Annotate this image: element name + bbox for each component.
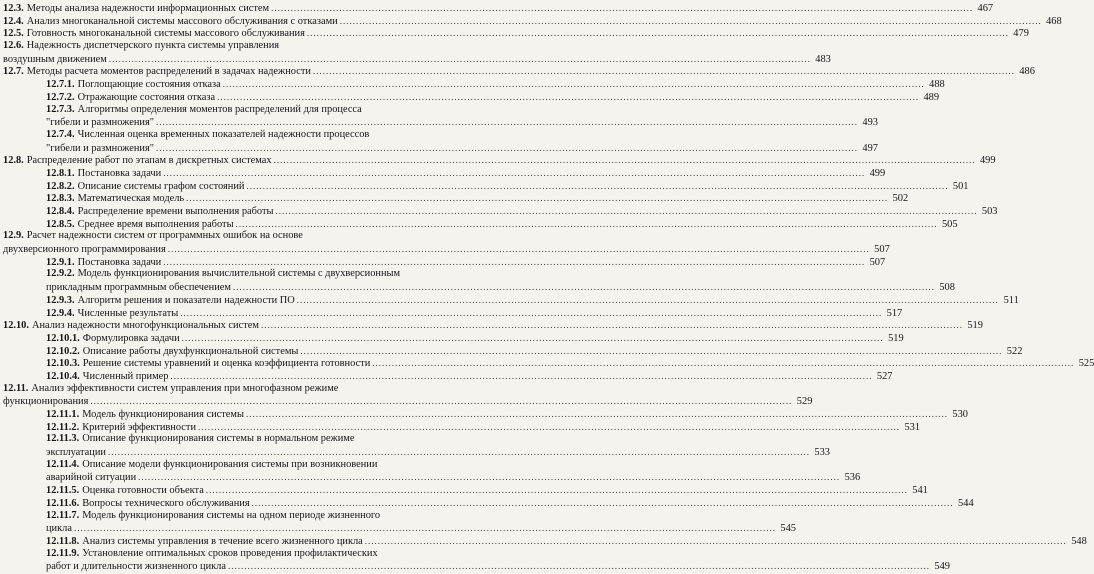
dot-leader [156,142,858,155]
toc-entry-page: 468 [1046,15,1062,27]
toc-entry [3,497,974,510]
toc-entry [3,268,955,294]
dot-leader [252,497,954,510]
toc-entry-line [3,205,998,218]
dot-leader [372,357,1074,370]
toc-entry-title: цикла [46,523,72,535]
toc-entry-title: Решение системы уравнений и оценка коэффициента готовности [82,358,371,370]
toc-entry-line [3,256,886,269]
dot-leader [307,27,1009,40]
dot-leader [340,15,1042,28]
toc-entry-number: 12.7.3. [46,103,75,115]
toc-entry-title: Анализ эффективности систем управления при многофазном режиме [31,382,339,394]
toc-entry-page: 533 [814,447,830,459]
toc-entry-title: Численные результаты [77,307,179,319]
toc-entry [3,547,950,573]
toc-entry-title: работ и длительности жизненного цикла [46,561,226,573]
toc-entry [3,15,1062,28]
toc-entry [3,332,904,345]
dot-leader [365,535,1067,548]
toc-entry-number: 12.11.8. [46,535,80,547]
toc-entry-number: 12.8.4. [46,206,75,217]
toc-entry-number: 12.11.3. [46,433,80,445]
toc-entry-title: Расчет надежности систем от программных ошибок на основе [26,230,303,242]
toc-entry-line [3,40,423,53]
toc-entry-title: Анализ системы управления в течение всего жизненного цикла [82,535,363,547]
dot-leader [182,332,884,345]
toc-entry-page: 511 [1003,294,1019,306]
dot-leader [271,2,973,15]
toc-entry-number: 12.10.4. [46,370,80,382]
toc-entry-page: 541 [912,485,928,497]
toc-entry [3,230,890,256]
toc-entry-continuation [3,142,878,155]
toc-entry-page: 488 [929,79,945,91]
toc-entry [3,180,969,193]
dot-leader [108,446,810,459]
toc-entry [3,433,830,459]
toc-entry-line [3,218,958,231]
toc-entry-title: Распределение работ по этапам в дискретных системах [26,155,272,167]
toc-entry-page: 536 [844,472,861,484]
toc-entry-page: 529 [796,396,813,408]
dot-leader [228,560,930,573]
dot-leader [246,408,948,421]
toc-entry-number: 12.7.2. [46,91,75,103]
toc-entry-line [3,497,974,510]
toc-entry-page: 499 [869,167,886,179]
toc-entry-number: 12.7. [3,66,24,78]
toc-entry-continuation [3,446,830,459]
toc-entry-page: 501 [952,180,969,192]
toc-entry-page: 544 [958,497,974,509]
toc-entry-line [3,27,1029,40]
dot-leader [90,395,792,408]
toc-entry-number: 12.11.7. [46,509,80,521]
toc-entry-line [3,459,423,472]
toc-entry-title: Численная оценка временных показателей надежности процессов [77,128,370,140]
toc-entry-number: 12.9.3. [46,294,75,306]
toc-entry-page: 549 [934,561,950,573]
toc-entry [3,103,878,129]
toc-entry-number: 12.8.2. [46,180,75,192]
toc-entry-title: Численный пример [82,370,169,382]
toc-entry [3,40,831,65]
toc-entry-page: 507 [869,256,886,268]
toc-entry-title: эксплуатации [46,447,106,459]
toc-entry [3,345,1023,358]
toc-entry-line [3,383,423,396]
toc-entry [3,192,909,205]
toc-entry-line [3,180,969,193]
toc-entry-continuation [3,522,796,535]
toc-entry [3,154,996,167]
toc-entry-continuation [3,243,890,256]
dot-leader [236,218,938,231]
toc-entry-title: Поглощающие состояния отказа [77,79,221,91]
toc-entry-title: Постановка задачи [77,256,162,268]
toc-entry-number: 12.6. [3,40,24,52]
toc-entry-continuation [3,471,861,484]
toc-entry-number: 12.10. [3,320,29,332]
toc-entry [3,408,968,421]
toc-entry-line [3,484,928,497]
toc-entry-title: Описание системы графом состояний [77,180,245,192]
toc-entry [3,128,878,154]
toc-entry-line [3,294,1019,307]
toc-entry-continuation [3,281,955,294]
toc-entry-line [3,535,1087,548]
toc-entry-number: 12.8.5. [46,218,75,230]
toc-entry-number: 12.8.3. [46,193,75,205]
toc-entry-page: 531 [904,421,921,433]
toc-entry-number: 12.11.9. [46,547,80,559]
toc-entry-title: Формулировка задачи [82,332,180,344]
toc-entry-number: 12.9.2. [46,268,75,280]
toc-entry-page: 483 [815,53,831,65]
toc-entry-line [3,129,423,142]
toc-entry [3,256,886,269]
toc-entry [3,370,893,383]
toc-entry-title: воздушным движением [3,53,107,65]
toc-entry-title: Методы расчета моментов распределений в задачах надежности [26,66,311,78]
dot-leader [170,370,872,383]
toc-entry-number: 12.11.4. [46,458,80,470]
toc-entry-title: Установление оптимальных сроков проведения профилактических [82,547,378,559]
dot-leader [223,78,925,91]
dot-leader [74,522,776,535]
toc-entry-continuation [3,395,813,408]
toc-entry [3,319,983,332]
toc-entry [3,382,813,408]
toc-entry-title: Отражающие состояния отказа [77,91,216,103]
dot-leader [300,345,1002,358]
dot-leader [274,154,976,167]
dot-leader [276,205,978,218]
toc-entry [3,78,945,91]
dot-leader [233,281,935,294]
toc-entry-line [3,154,996,167]
toc-entry-line [3,230,423,243]
toc-entry-title: Методы анализа надежности информационных систем [26,3,270,14]
toc-entry-line [3,510,423,523]
toc-entry-line [3,268,423,281]
toc-entry-line [3,421,921,434]
toc-entry-title: Среднее время выполнения работы [77,218,234,230]
toc-entry-number: 12.10.1. [46,332,80,344]
toc-entry-page: 507 [874,244,890,256]
toc-entry-page: 525 [1078,358,1094,370]
toc-entry-page: 505 [941,218,958,230]
toc-entry-page: 517 [886,307,903,319]
toc-entry [3,218,958,231]
toc-entry-title: Готовность многоканальной системы массового обслуживания [26,28,305,40]
toc-entry-line [3,370,893,383]
toc-entry-page: 508 [939,282,955,294]
toc-entry-line [3,319,983,332]
toc-entry-line [3,433,423,446]
dot-leader [261,319,963,332]
toc-entry-title: Постановка задачи [77,167,162,179]
toc-entry-page: 486 [1019,66,1035,78]
dot-leader [163,256,865,269]
toc-entry-line [3,65,1035,78]
toc-entry [3,509,796,535]
toc-entry [3,421,921,434]
toc-entry [3,357,1094,370]
toc-entry-number: 12.4. [3,15,24,27]
toc-entry-title: Математическая модель [77,193,185,205]
toc-entry-line [3,357,1094,370]
dot-leader [109,53,811,66]
toc-entry-title: функционирования [3,396,89,408]
toc-entry-number: 12.7.4. [46,128,75,140]
dot-leader [198,421,900,434]
toc-entry [3,484,928,497]
toc-entry-title: Анализ многоканальной системы массового обслуживания с отказами [26,15,338,27]
toc-entry-line [3,307,903,320]
toc-entry-page: 502 [892,193,909,205]
toc-entry-page: 530 [952,409,968,420]
toc-entry-title: Алгоритмы определения моментов распределений для процесса [77,103,362,115]
toc-entry-line [3,332,904,345]
toc-entry-title: Модель функционирования системы на одном периоде жизненного [82,509,381,521]
toc-entry-continuation [3,53,831,66]
toc-entry [3,91,940,104]
toc-entry-number: 12.7.1. [46,79,75,91]
toc-entry [3,205,998,218]
dot-leader [297,294,999,307]
toc-entry-title: Описание модели функционирования системы при возникновении [82,458,378,470]
toc-entry-number: 12.8.1. [46,167,75,179]
toc-entry-page: 545 [780,523,796,535]
dot-leader [180,307,882,320]
toc-entry-title: Модель функционирования системы [82,409,244,420]
toc-entry-page: 489 [923,91,940,103]
toc-entry-line [3,408,968,421]
toc-entry-title: Анализ надежности многофункциональных систем [31,320,259,332]
dot-leader [313,65,1015,78]
toc-entry-number: 12.9.1. [46,256,75,268]
toc-entry-line [3,345,1023,358]
toc-entry-title: прикладным программным обеспечением [46,282,231,294]
toc-entry [3,535,1087,548]
toc-entry-number: 12.11.1. [46,409,80,420]
toc-entry-number: 12.10.2. [46,345,80,357]
toc-entry-line [3,548,423,561]
toc-entry-line [3,192,909,205]
toc-entry-number: 12.3. [3,3,24,14]
toc-entry-page: 527 [876,370,893,382]
toc-entry-title: Описание работы двухфункциональной системы [82,345,299,357]
toc-entry-title: "гибели и размножения" [46,142,154,154]
toc-entry [3,307,903,320]
toc-entry-page: 479 [1013,28,1029,40]
toc-entry-page: 522 [1006,345,1023,357]
toc-entry-line [3,91,940,104]
toc-entry-page: 503 [981,206,998,217]
toc-entry-page: 493 [862,117,878,129]
toc-entry-title: Надежность диспетчерского пункта системы управления [26,40,280,52]
toc-entry-title: Вопросы технического обслуживания [82,497,250,509]
toc-entry-title: двухверсионного программирования [3,244,166,256]
toc-entry-page: 548 [1071,535,1087,547]
toc-entry [3,294,1019,307]
toc-entry [3,458,861,484]
toc-entry-number: 12.10.3. [46,358,80,370]
toc-entry-line [3,2,994,15]
toc-entry-number: 12.11.6. [46,497,80,509]
dot-leader [163,167,865,180]
toc-entry [3,65,1035,78]
toc-entry [3,2,994,15]
toc-entry-title: Оценка готовности объекта [82,485,204,497]
toc-entry-title: Критерий эффективности [82,421,197,433]
toc-entry-title: аварийной ситуации [46,472,137,484]
toc-entry-page: 499 [979,155,996,167]
dot-leader [156,116,858,129]
toc-entry-title: Модель функционирования вычислительной системы с двухверсионным [77,268,401,280]
toc-entry-number: 12.11.2. [46,421,80,433]
dot-leader [138,471,840,484]
dot-leader [186,192,888,205]
toc-entry-number: 12.9.4. [46,307,75,319]
toc-entry [3,167,886,180]
toc-entry-number: 12.5. [3,28,24,40]
dot-leader [206,484,908,497]
toc-entry-number: 12.8. [3,155,24,167]
toc-entry-line [3,15,1062,28]
toc-entry-title: Алгоритм решения и показатели надежности ПО [77,294,295,306]
toc-entry-page: 467 [977,3,994,14]
toc-entry-page: 519 [967,320,983,332]
toc-entry-continuation [3,116,878,129]
toc-entry-number: 12.11.5. [46,485,80,497]
dot-leader [217,91,919,104]
toc-entry-title: Описание функционирования системы в нормальном режиме [82,433,355,445]
toc-entry-title: Распределение времени выполнения работы [77,206,274,217]
toc-entry-title: "гибели и размножения" [46,117,154,129]
toc-entry-line [3,78,945,91]
toc-entry [3,27,1029,40]
dot-leader [168,243,870,256]
toc-entry-number: 12.11. [3,382,29,394]
toc-entry-continuation [3,560,950,573]
toc-entry-page: 497 [862,142,878,154]
toc-entry-page: 519 [888,332,904,344]
toc-entry-line [3,167,886,180]
toc-entry-line [3,104,423,117]
dot-leader [247,180,949,193]
toc-entry-number: 12.9. [3,230,24,242]
